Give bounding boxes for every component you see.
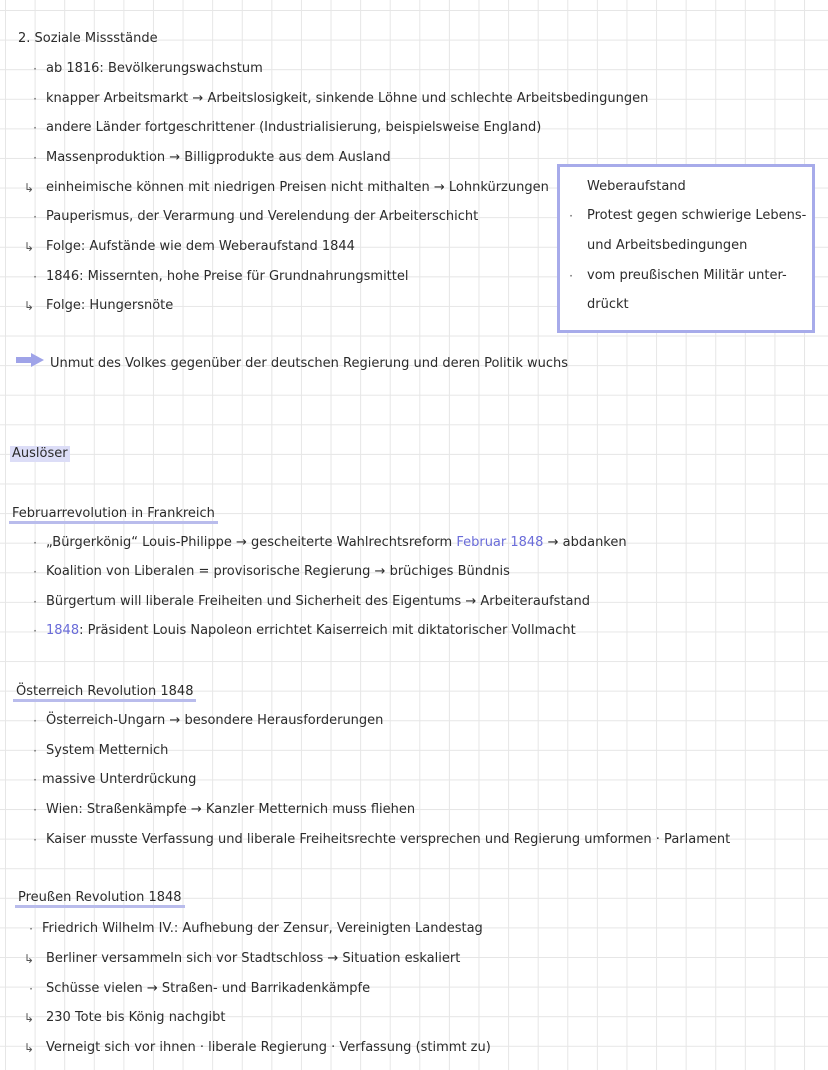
section-heading-prussia: Preußen Revolution 1848 bbox=[18, 888, 182, 908]
section-heading-austria: Österreich Revolution 1848 bbox=[16, 682, 193, 702]
weberaufstand-box: Weberaufstand · Protest gegen schwierige Lebens- und Arbeitsbedingungen · vom preußischen Militär unter- drückt bbox=[557, 164, 815, 333]
trigger-label: Auslöser bbox=[12, 446, 68, 461]
right-arrow-icon bbox=[16, 353, 44, 367]
section-heading-france: Februarrevolution in Frankreich bbox=[12, 504, 215, 524]
